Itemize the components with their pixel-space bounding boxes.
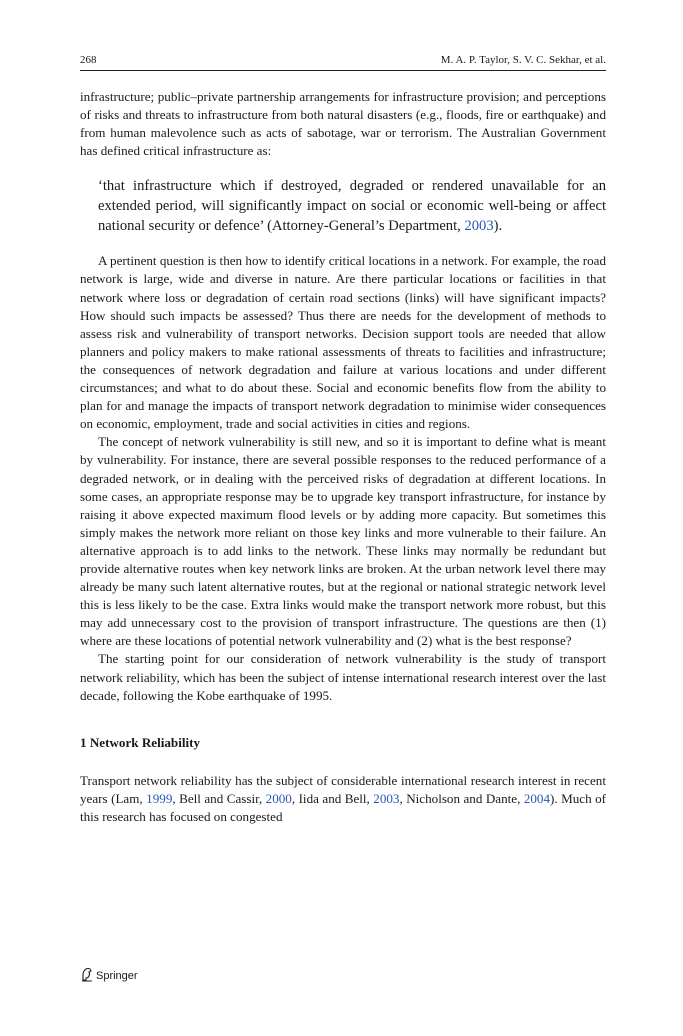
text-run: , Bell and Cassir, <box>172 790 266 806</box>
paragraph-2: A pertinent question is then how to identify critical locations in a network. For example, the road network is large, wide and diverse in nature. Are there particular locations or facilities in that network where loss or degradation of certain road sections (links) will have significant impacts? How should such impacts be assessed? Thus there are needs for the development of methods to assess risk and vulnerability of transport networks. Decision support tools are needed that allow planners and policy makers to make rational assessments of threats to facilities and infrastructure; the consequences of network degradation and failure at various locations and under different circumstances; and what to do about these. Social and economic benefits flow from the ability to plan for and manage the impacts of transport network degradation to minimise wider consequences on economic, employment, trade and social activities in cities and regions. <box>80 253 606 432</box>
quote-text: ‘that infrastructure which if destroyed, degraded or rendered unavailable for an extended period, will significantly impact on social or economic well-being or affect national security or defence’ (Attorney-General’s Department, <box>98 178 606 235</box>
citation-link[interactable]: 2003 <box>464 218 494 235</box>
citation-link[interactable]: 2003 <box>373 790 400 806</box>
citation-link[interactable]: 2000 <box>265 790 292 806</box>
text-run: ). Much of this research has focused on congested <box>80 790 607 824</box>
section-heading: 1 Network Reliability <box>80 734 201 750</box>
block-quote <box>98 176 606 236</box>
publisher-footer <box>80 967 138 984</box>
springer-horse-icon <box>80 967 94 982</box>
text-run: , Nicholson and Dante, <box>399 790 524 806</box>
publisher-name: Springer <box>96 970 138 982</box>
text-run: , Iida and Bell, <box>291 790 374 806</box>
body-text <box>80 88 606 826</box>
paragraph-4: The starting point for our consideration of network vulnerability is the study of transport network reliability, which has been the subject of intense international research interest over the last decade, following the Kobe earthquake of 1995. <box>80 651 606 703</box>
running-header <box>80 52 606 68</box>
header-rule <box>80 70 606 71</box>
quote-end: ). <box>493 218 503 235</box>
section-paragraph <box>80 772 606 826</box>
paragraph-1: infrastructure; public–private partnership arrangements for infrastructure provision; and perceptions of risks and threats to infrastructure from both natural disasters (e.g., floods, fire or earthquake) and from human malevolence such as acts of sabotage, war or terrorism. The Australian Government has defined critical infrastructure as: <box>80 89 606 159</box>
citation-link[interactable]: 1999 <box>146 790 173 806</box>
page-number: 268 <box>80 54 97 66</box>
paragraph-3: The concept of network vulnerability is still new, and so it is important to define what is meant by vulnerability. For instance, there are several possible responses to the reduced performance of a degraded network, or in dealing with the perceived risks of degradation at different locations. In some cases, an appropriate response may be to upgrade key transport infrastructure, for instance by raising it above expected maximum flood levels or by adding more capacity. But sometimes this simply makes the network more reliant on those key links and more vulnerable to their failure. An alternative approach is to add links to the network. These links may normally be redundant but provide alternative routes when key network links are broken. At the urban network level there may already be many such latent alternative routes, but at the regional or national strategic network level this is less likely to be the case. Extra links would make the transport network more robust, but this may add unnecessary cost to the provision of transport infrastructure. The questions are then (1) where are these locations of potential network vulnerability and (2) what is the best response? <box>80 434 606 649</box>
citation-link[interactable]: 2004 <box>523 790 551 806</box>
running-authors: M. A. P. Taylor, S. V. C. Sekhar, et al. <box>440 54 606 66</box>
text-run: Transport network reliability has the subject of considerable international research interest in recent years (Lam, <box>80 772 606 806</box>
